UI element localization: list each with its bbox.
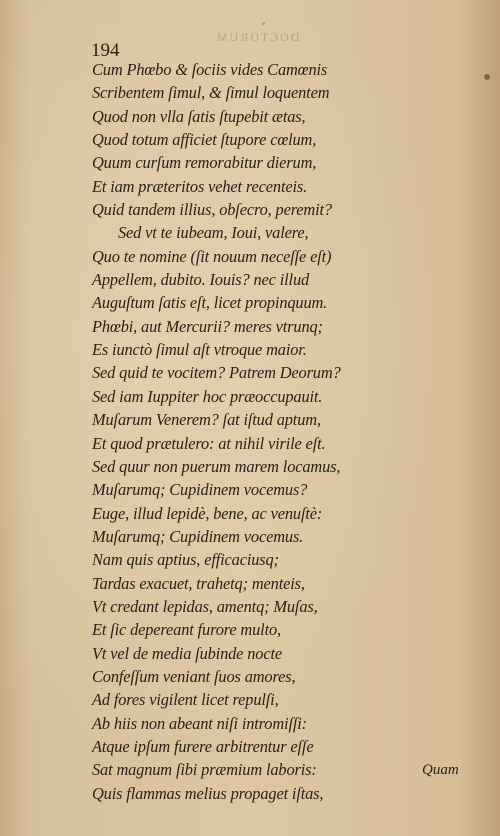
verse-line: Nam quis aptius, efficaciusq; xyxy=(92,550,279,570)
verse-line: Sed quid te vocitem? Patrem Deorum? xyxy=(92,363,341,383)
verse-line: Muſarumq; Cupidinem vocemus? xyxy=(92,480,308,500)
verse-line: Quo te nomine (ſit nouum neceſſe eſt) xyxy=(92,246,332,266)
verse-line: Tardas exacuet, trahetq; menteis, xyxy=(92,573,305,593)
verse-line: Cum Phœbo & ſociis vides Camœnis xyxy=(92,60,328,79)
catchword: Quam xyxy=(422,762,459,778)
verse-line: Sed iam Iuppiter hoc præoccupauit. xyxy=(92,386,323,406)
verse-line: Es iunctò ſimul aſt vtroque maior. xyxy=(92,340,307,360)
verse-line: Appellem, dubito. Iouis? nec illud xyxy=(92,270,310,290)
verse-line: Vt credant lepidas, amentq; Muſas, xyxy=(92,596,318,616)
verse-line: Euge, illud lepidè, bene, ac venuſtè: xyxy=(92,503,323,523)
verse-line: Quod non vlla ſatis ſtupebit ætas, xyxy=(92,106,306,126)
verse-line: Auguſtum ſatis eſt, licet propinquum. xyxy=(92,293,328,313)
page-number: 194 xyxy=(91,40,120,61)
verse-line: Sed vt te iubeam, Ioui, valere, xyxy=(118,223,309,243)
ink-spot xyxy=(262,22,265,25)
verse-line: Vt vel de media ſubinde nocte xyxy=(92,643,282,663)
bleed-through-text: DOCTORUM xyxy=(215,30,300,44)
verse-line: Atque ipſum furere arbitrentur eſſe xyxy=(92,736,314,756)
verse-line: Quum curſum remorabitur dierum, xyxy=(92,153,317,173)
verse-line: Phœbi, aut Mercurii? meres vtrunq; xyxy=(92,316,323,336)
verse-line: Et ſic depereant furore multo, xyxy=(92,620,281,640)
verse-line: Et quod prætulero: at nihil virile eſt. xyxy=(92,433,326,453)
verse-line: Ad fores vigilent licet repulſi, xyxy=(92,690,279,710)
verse-line: Confeſſum veniant ſuos amores, xyxy=(92,666,296,686)
verse-line: Scribentem ſimul, & ſimul loquentem xyxy=(92,83,330,103)
verse-line: Muſarum Venerem? ſat iſtud aptum, xyxy=(92,410,321,430)
verse-line: Ab hiis non abeant niſi intromiſſi: xyxy=(92,713,307,733)
ink-spot xyxy=(484,74,490,80)
verse-line: Quod totum afficiet ſtupore cœlum, xyxy=(92,130,317,150)
poem-text xyxy=(92,58,392,805)
verse-line: Sed quur non puerum marem locamus, xyxy=(92,456,341,476)
verse-line: Quis flammas melius propaget iſtas, xyxy=(92,783,324,803)
verse-line: Muſarumq; Cupidinem vocemus. xyxy=(92,526,304,546)
verse-line: Quid tandem illius, obſecro, peremit? xyxy=(92,200,332,220)
verse-line: Sat magnum ſibi præmium laboris: xyxy=(92,760,317,780)
verse-line: Et iam præteritos vehet recenteis. xyxy=(92,176,308,196)
